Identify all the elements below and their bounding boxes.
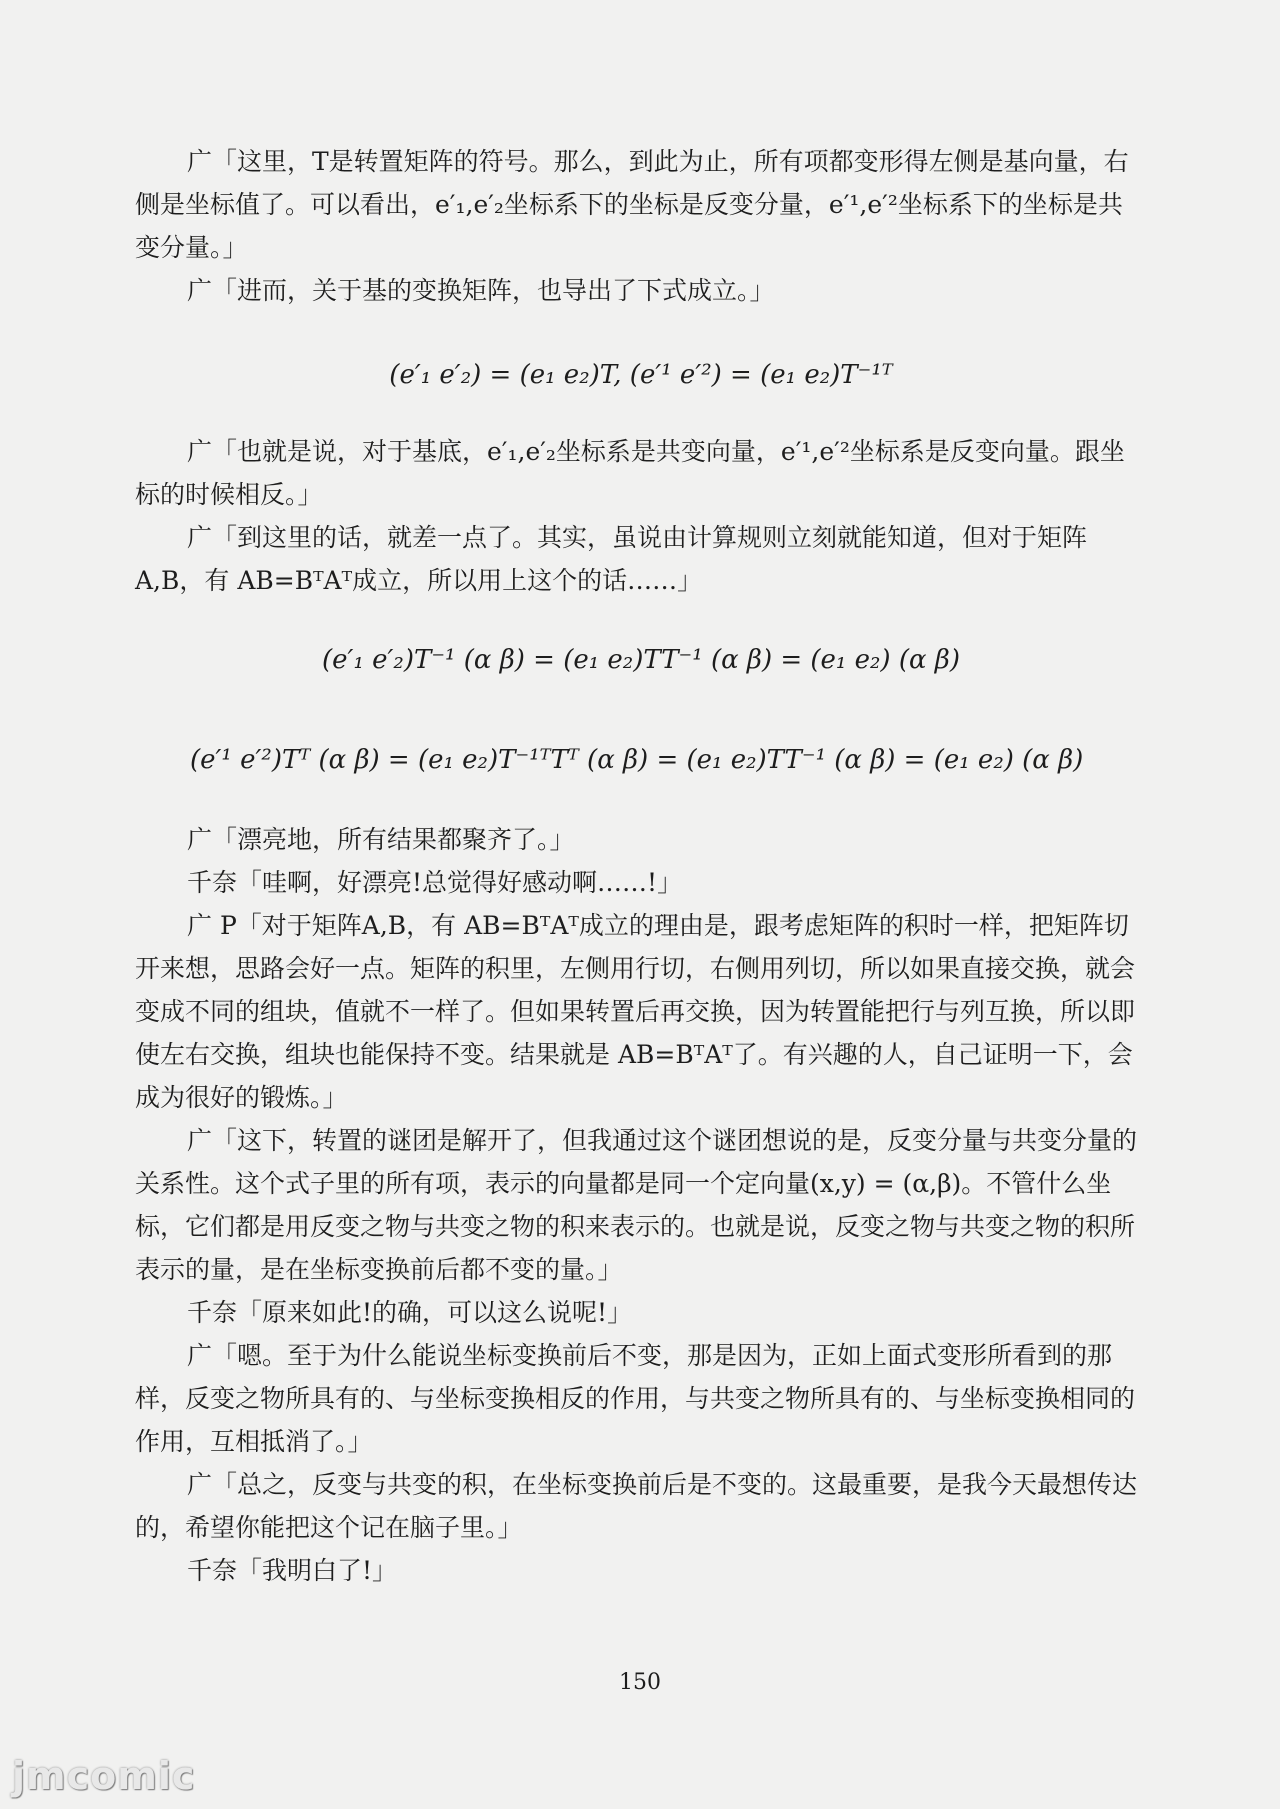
- paragraph-3: 广「也就是说，对于基底，e′₁,e′₂坐标系是共变向量，e′¹,e′²坐标系是反变向量。跟坐标的时候相反。」: [135, 437, 1125, 509]
- paragraph-4: 广「到这里的话，就差一点了。其实，虽说由计算规则立刻就能知道，但对于矩阵A,B，有 AB=BᵀAᵀ成立，所以用上这个的话……」: [135, 523, 1088, 595]
- paragraph-block-2: [135, 430, 1147, 602]
- paragraph-8: 广「这下，转置的谜团是解开了，但我通过这个谜团想说的是，反变分量与共变分量的关系性。这个式子里的所有项，表示的向量都是同一个定向量(x,y) = (α,β)。不管什么坐标，它们都是用反变之物与共变之物的积来表示的。也就是说，反变之物与共变之物的积所表示的量，是在坐标变换前后都不变的量。」: [135, 1126, 1138, 1284]
- equation-3: (e′¹ e′²)Tᵀ (α β) = (e₁ e₂)T⁻¹ᵀTᵀ (α β) = (e₁ e₂)TT⁻¹ (α β) = (e₁ e₂) (α β): [190, 745, 1084, 775]
- paragraph-block-1: [135, 140, 1147, 312]
- paragraph-9: 千奈「原来如此!的确，可以这么说呢!」: [187, 1298, 633, 1327]
- paragraph-block-3: [135, 818, 1147, 1592]
- paragraph-2: 广「进而，关于基的变换矩阵，也导出了下式成立。」: [187, 276, 775, 305]
- paragraph-6: 千奈「哇啊，好漂亮!总觉得好感动啊……!」: [187, 868, 683, 897]
- paragraph-12: 千奈「我明白了!」: [187, 1556, 398, 1585]
- equation-2: (e′₁ e′₂)T⁻¹ (α β) = (e₁ e₂)TT⁻¹ (α β) = (e₁ e₂) (α β): [322, 645, 960, 675]
- equation-1: (e′₁ e′₂) = (e₁ e₂)T, (e′¹ e′²) = (e₁ e₂)T⁻¹ᵀ: [389, 360, 893, 390]
- page-number: 150: [619, 1670, 661, 1695]
- paragraph-7: 广 P「对于矩阵A,B，有 AB=BᵀAᵀ成立的理由是，跟考虑矩阵的积时一样，把矩阵切开来想，思路会好一点。矩阵的积里，左侧用行切，右侧用列切，所以如果直接交换，就会变成不同的组块，值就不一样了。但如果转置后再交换，因为转置能把行与列互换，所以即使左右交换，组块也能保持不变。结果就是 AB=BᵀAᵀ了。有兴趣的人，自己证明一下，会成为很好的锻炼。」: [135, 911, 1136, 1112]
- paragraph-5: 广「漂亮地，所有结果都聚齐了。」: [187, 825, 575, 854]
- watermark-logo: jmcomic: [12, 1754, 196, 1798]
- paragraph-1: 广「这里，T是转置矩阵的符号。那么，到此为止，所有项都变形得左侧是基向量，右侧是坐标值了。可以看出，e′₁,e′₂坐标系下的坐标是反变分量，e′¹,e′²坐标系下的坐标是共变分量。」: [135, 147, 1129, 262]
- paragraph-10: 广「嗯。至于为什么能说坐标变换前后不变，那是因为，正如上面式变形所看到的那样，反变之物所具有的、与坐标变换相反的作用，与共变之物所具有的、与坐标变换相同的作用，互相抵消了。」: [135, 1341, 1136, 1456]
- paragraph-11: 广「总之，反变与共变的积，在坐标变换前后是不变的。这最重要，是我今天最想传达的，希望你能把这个记在脑子里。」: [135, 1470, 1138, 1542]
